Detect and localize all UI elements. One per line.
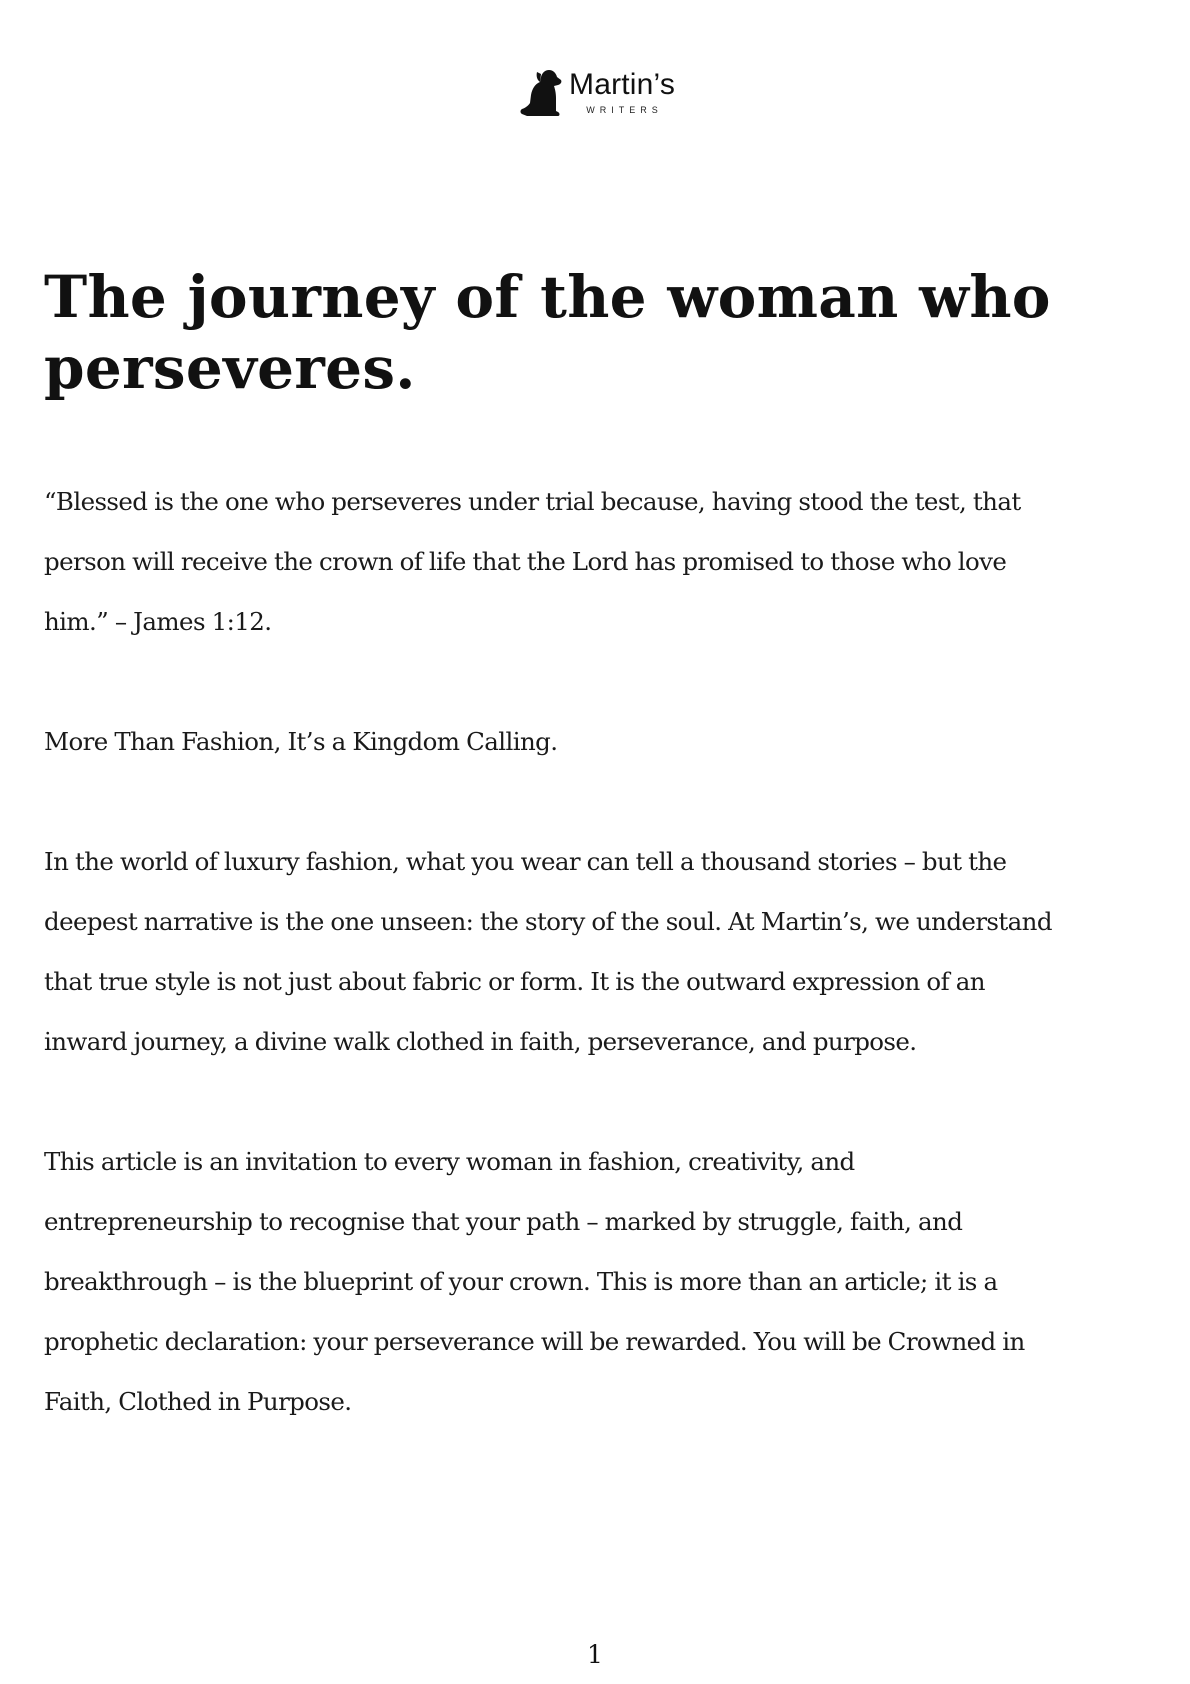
brand-logo <box>519 68 675 120</box>
text-line: person will receive the crown of life that the Lord has promised to those who love <box>44 547 1007 576</box>
logo-wordmark: Martin’s <box>569 68 676 101</box>
article-body <box>44 472 1144 1492</box>
dog-silhouette-icon <box>519 68 565 120</box>
text-line: In the world of luxury fashion, what you wear can tell a thousand stories – but the <box>44 847 1007 876</box>
text-line: inward journey, a divine walk clothed in faith, perseverance, and purpose. <box>44 1027 917 1056</box>
section-heading-line <box>44 712 1144 772</box>
logo-subtitle: WRITERS <box>586 105 663 115</box>
scripture-quote <box>44 472 1144 652</box>
body-paragraph <box>44 1132 1144 1432</box>
text-line: that true style is not just about fabric or form. It is the outward expression of an <box>44 967 985 996</box>
text-line: breakthrough – is the blueprint of your crown. This is more than an article; it is a <box>44 1267 998 1296</box>
text-line: This article is an invitation to every woman in fashion, creativity, and <box>44 1147 855 1176</box>
article-title: The journey of the woman who perseveres. <box>44 263 1051 402</box>
text-line: prophetic declaration: your perseverance will be rewarded. You will be Crowned in <box>44 1327 1025 1356</box>
body-paragraph <box>44 832 1144 1072</box>
page-number: 1 <box>587 1640 603 1669</box>
text-line: him.” – James 1:12. <box>44 607 272 636</box>
text-line: Faith, Clothed in Purpose. <box>44 1387 352 1416</box>
text-line: “Blessed is the one who perseveres under trial because, having stood the test, that <box>44 487 1021 516</box>
text-line: deepest narrative is the one unseen: the story of the soul. At Martin’s, we understand <box>44 907 1052 936</box>
text-line: entrepreneurship to recognise that your path – marked by struggle, faith, and <box>44 1207 963 1236</box>
text-line: More Than Fashion, It’s a Kingdom Calling. <box>44 727 558 756</box>
